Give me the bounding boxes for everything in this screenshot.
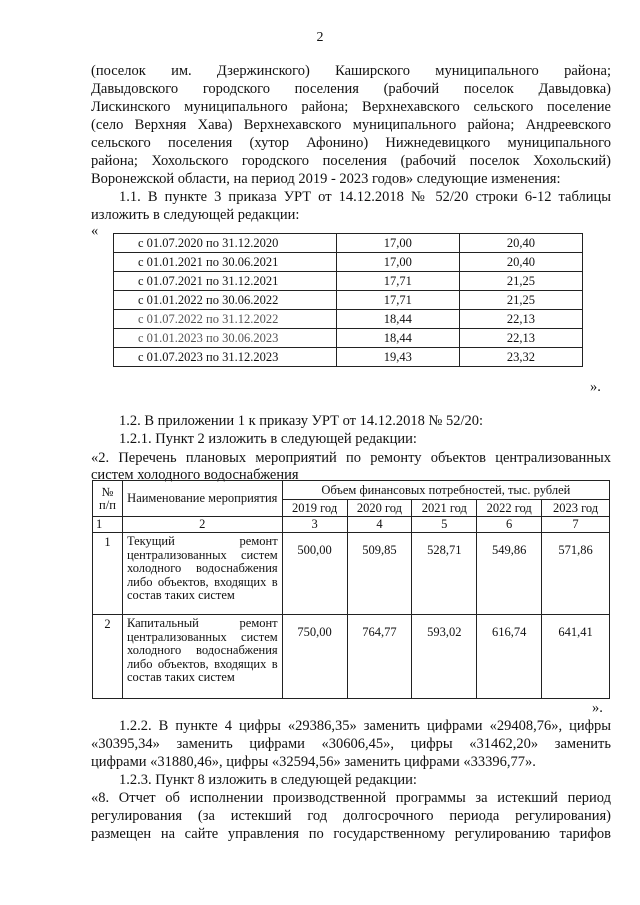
item-1-2-2-line-2: «30395,34» заменить цифрами «30606,45», цифры «31462,20» заменить — [91, 736, 611, 752]
intro-line-4: (село Верхняя Хава) Верхнехавского муниципального района; Андреевского — [91, 117, 611, 133]
value-cell: 18,44 — [336, 329, 459, 348]
value-cell: 17,71 — [336, 272, 459, 291]
value-cell: 17,00 — [336, 234, 459, 253]
row-number: 1 — [93, 533, 123, 615]
intro-line-2: Давыдовского городского поселения (рабочий поселок Давыдовка) — [91, 81, 611, 97]
table-row — [93, 533, 610, 615]
section8-line-3: размещен на сайте управления по государственному регулированию тарифов — [91, 826, 611, 842]
intro-line-3: Лискинского муниципального района; Верхнехавского сельского поселение — [91, 99, 611, 115]
item-1-1-line-1: 1.1. В пункте 3 приказа УРТ от 14.12.2018 № 52/20 строки 6-12 таблицы — [119, 189, 611, 205]
section8-line-1: «8. Отчет об исполнении производственной программы за истекший период — [91, 790, 611, 806]
col-index: 1 — [93, 517, 123, 533]
value-cell: 17,71 — [336, 291, 459, 310]
value-cell: 549,86 — [477, 533, 542, 615]
page-number: 2 — [316, 30, 324, 45]
tariff-table — [113, 233, 583, 367]
value-cell: 23,32 — [459, 348, 582, 367]
item-1-2-3: 1.2.3. Пункт 8 изложить в следующей редакции: — [119, 772, 417, 788]
intro-line-7: Воронежской области, на период 2019 - 2023 годов» следующие изменения: — [91, 171, 561, 187]
period-cell: с 01.07.2022 по 31.12.2022 — [114, 310, 337, 329]
table-row — [114, 234, 583, 253]
header-name: Наименование мероприятия — [122, 481, 282, 517]
period-cell: с 01.07.2020 по 31.12.2020 — [114, 234, 337, 253]
col-index: 2 — [122, 517, 282, 533]
table-row — [114, 329, 583, 348]
period-cell: с 01.07.2021 по 31.12.2021 — [114, 272, 337, 291]
value-cell: 19,43 — [336, 348, 459, 367]
header-year: 2021 год — [412, 500, 477, 517]
section8-line-2: регулирования (за истекший год долгосрочного периода регулирования) — [91, 808, 611, 824]
header-year: 2020 год — [347, 500, 412, 517]
intro-line-1: (поселок им. Дзержинского) Каширского муниципального района; — [91, 63, 611, 79]
item-1-2: 1.2. В приложении 1 к приказу УРТ от 14.12.2018 № 52/20: — [119, 413, 484, 429]
value-cell: 593,02 — [412, 615, 477, 699]
item-1-2-2-line-1: 1.2.2. В пункте 4 цифры «29386,35» заменить цифрами «29408,76», цифры — [119, 718, 611, 734]
value-cell: 22,13 — [459, 329, 582, 348]
close-quote-1: ». — [590, 379, 601, 395]
period-cell: с 01.01.2022 по 30.06.2022 — [114, 291, 337, 310]
table-row — [114, 310, 583, 329]
value-cell: 18,44 — [336, 310, 459, 329]
item-1-2-1: 1.2.1. Пункт 2 изложить в следующей редакции: — [119, 431, 417, 447]
header-volume: Объем финансовых потребностей, тыс. рублей — [282, 481, 609, 500]
table-row — [114, 253, 583, 272]
value-cell: 17,00 — [336, 253, 459, 272]
header-year: 2023 год — [542, 500, 610, 517]
col-index: 3 — [282, 517, 347, 533]
col-index: 4 — [347, 517, 412, 533]
measures-table — [92, 480, 610, 699]
table-row — [114, 291, 583, 310]
header-number: № п/п — [93, 481, 123, 517]
table-row — [114, 272, 583, 291]
col-index: 7 — [542, 517, 610, 533]
value-cell: 509,85 — [347, 533, 412, 615]
value-cell: 616,74 — [477, 615, 542, 699]
intro-line-6: района; Хохольского городского поселения (рабочий поселок Хохольский) — [91, 153, 611, 169]
value-cell: 20,40 — [459, 253, 582, 272]
table-header-row — [93, 481, 610, 500]
value-cell: 528,71 — [412, 533, 477, 615]
table-index-row — [93, 517, 610, 533]
value-cell: 571,86 — [542, 533, 610, 615]
value-cell: 21,25 — [459, 272, 582, 291]
row-number: 2 — [93, 615, 123, 699]
measure-name: Капитальный ремонт централизованных систем холодного водоснабжения либо объектов, входящих в состав таких систем — [122, 615, 282, 699]
header-year: 2019 год — [282, 500, 347, 517]
open-quote: « — [91, 223, 99, 239]
period-cell: с 01.01.2023 по 30.06.2023 — [114, 329, 337, 348]
table-row — [93, 615, 610, 699]
value-cell: 21,25 — [459, 291, 582, 310]
value-cell: 22,13 — [459, 310, 582, 329]
value-cell: 764,77 — [347, 615, 412, 699]
item-1-2-2-line-3: цифрами «31880,46», цифры «32594,56» заменить цифрами «33396,77». — [91, 754, 536, 770]
close-quote-2: ». — [592, 700, 603, 716]
section2-title-line-2: систем холодного водоснабжения — [91, 467, 299, 483]
value-cell: 750,00 — [282, 615, 347, 699]
measure-name: Текущий ремонт централизованных систем холодного водоснабжения либо объектов, входящих в состав таких систем — [122, 533, 282, 615]
section2-title-line-1: «2. Перечень плановых мероприятий по ремонту объектов централизованных — [91, 450, 611, 466]
table-row — [114, 348, 583, 367]
period-cell: с 01.07.2023 по 31.12.2023 — [114, 348, 337, 367]
header-year: 2022 год — [477, 500, 542, 517]
intro-line-5: сельского поселения (хутор Афонино) Нижнедевицкого муниципального — [91, 135, 611, 151]
col-index: 6 — [477, 517, 542, 533]
item-1-1-line-2: изложить в следующей редакции: — [91, 207, 300, 223]
value-cell: 20,40 — [459, 234, 582, 253]
col-index: 5 — [412, 517, 477, 533]
value-cell: 500,00 — [282, 533, 347, 615]
period-cell: с 01.01.2021 по 30.06.2021 — [114, 253, 337, 272]
value-cell: 641,41 — [542, 615, 610, 699]
